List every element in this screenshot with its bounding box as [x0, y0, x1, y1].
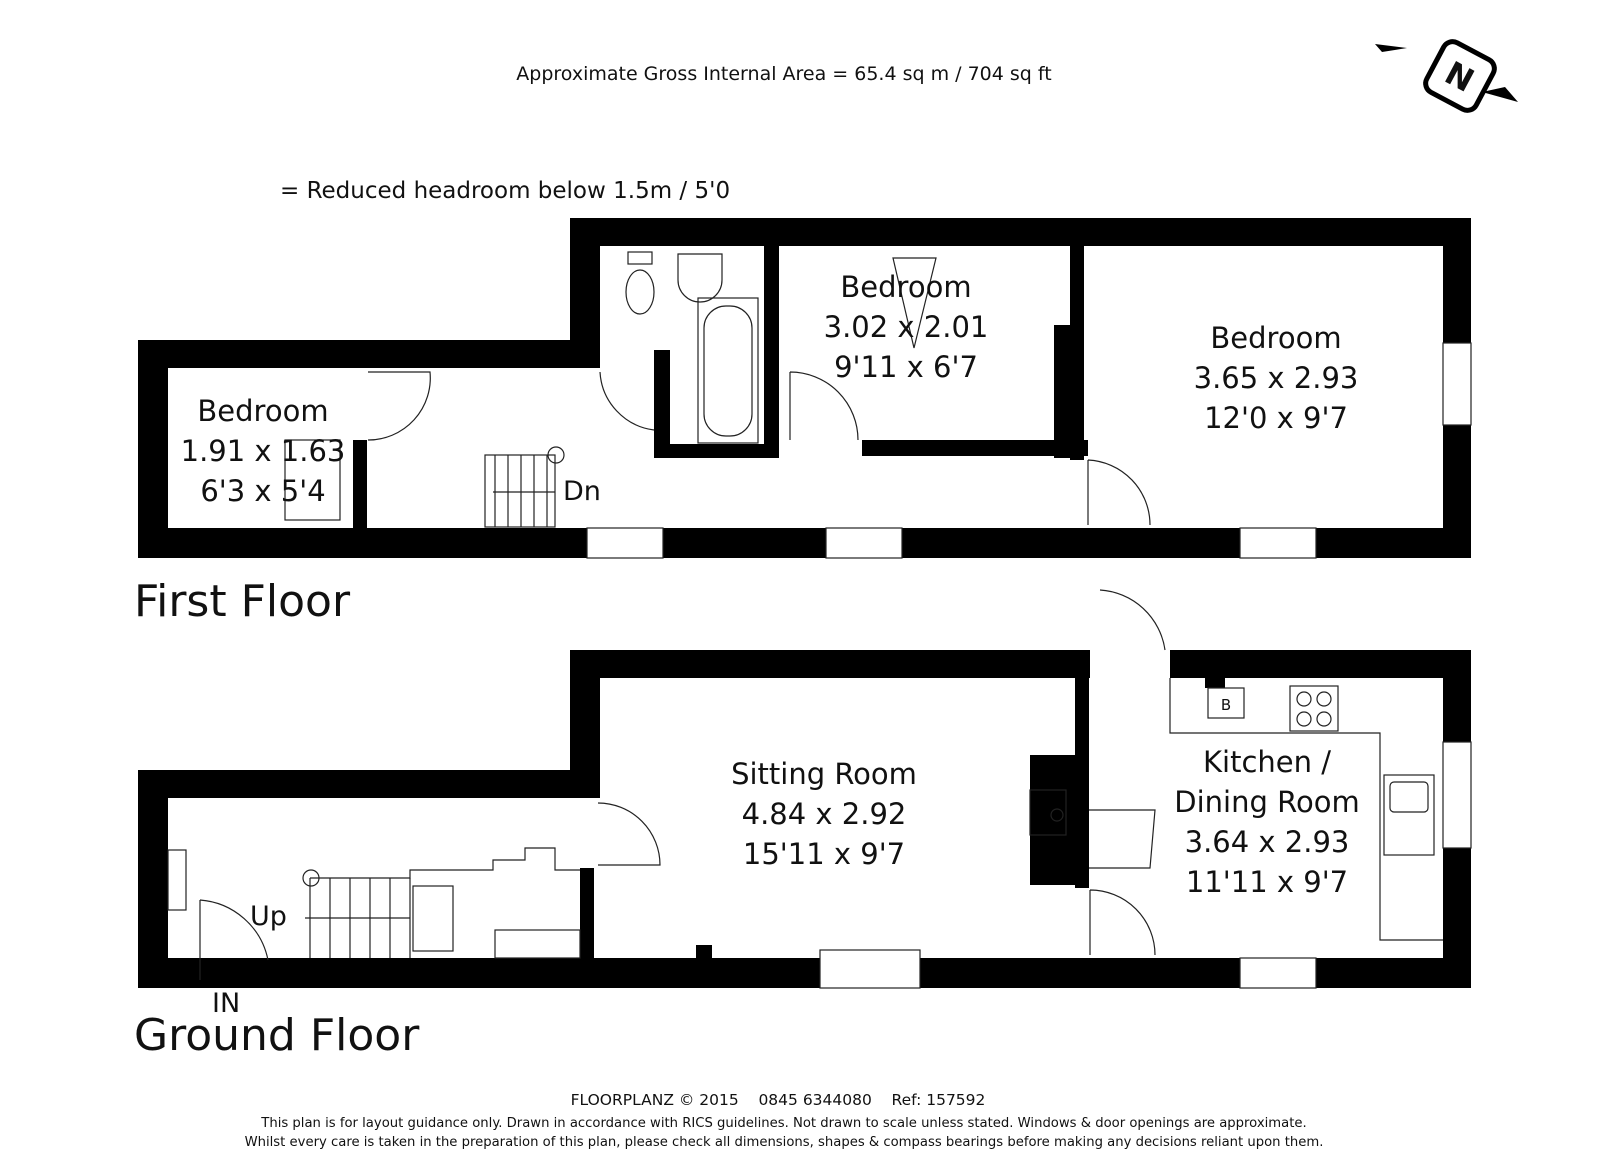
- room-name-line1: Kitchen /: [1203, 745, 1331, 779]
- first-floor-title: First Floor: [134, 576, 351, 627]
- room-name: Bedroom: [840, 270, 972, 304]
- wall: [654, 350, 670, 458]
- stairs-down-label: Dn: [563, 476, 601, 507]
- wall: [654, 444, 779, 458]
- wall: [1170, 650, 1471, 678]
- wall: [1205, 678, 1225, 688]
- room-label-bedroom-large: [1194, 321, 1359, 435]
- room-name: Sitting Room: [731, 757, 917, 791]
- wall: [353, 440, 367, 530]
- room-imperial: 11'11 x 9'7: [1185, 865, 1349, 899]
- hob-icon: [1290, 686, 1338, 731]
- footer-disclaimer-2: Whilst every care is taken in the preparation of this plan, please check all dimensions, shapes & compass bearings before making any decisions reliant upon them.: [244, 1135, 1324, 1150]
- ground-floor-title: Ground Floor: [134, 1010, 420, 1061]
- wall: [138, 340, 593, 368]
- wall: [764, 246, 779, 458]
- room-metric: 3.02 x 2.01: [823, 310, 989, 344]
- room-metric: 1.91 x 1.63: [180, 434, 346, 468]
- stairs-up-label: Up: [250, 901, 287, 932]
- room-label-sitting-room: [731, 757, 917, 871]
- kitchen-cupboard: [1089, 810, 1155, 868]
- headroom-legend: = Reduced headroom below 1.5m / 5'0: [280, 178, 731, 204]
- room-name-line2: Dining Room: [1174, 785, 1360, 819]
- window: [820, 950, 920, 988]
- compass-letter: N: [1438, 53, 1481, 100]
- wall: [696, 945, 712, 960]
- sink-icon: [1384, 775, 1434, 855]
- window: [1443, 343, 1471, 425]
- bath-icon: [698, 298, 758, 443]
- bath-inner: [704, 306, 752, 436]
- room-imperial: 9'11 x 6'7: [834, 350, 978, 384]
- toilet-icon: [626, 270, 654, 314]
- stairs-up: [303, 848, 580, 958]
- door-swing: [368, 372, 430, 440]
- window: [1443, 742, 1471, 848]
- stairs-down: [485, 447, 564, 527]
- door-swing: [1100, 590, 1165, 650]
- door-swing: [600, 372, 654, 430]
- wall: [580, 868, 594, 960]
- wall: [138, 770, 598, 798]
- room-imperial: 12'0 x 9'7: [1204, 401, 1348, 435]
- footer-credit: FLOORPLANZ © 2015 0845 6344080 Ref: 157592: [570, 1091, 986, 1109]
- footer-disclaimer-1: This plan is for layout guidance only. Drawn in accordance with RICS guidelines. Not drawn to scale unless stated. Windows & door openings are approximate.: [261, 1116, 1307, 1131]
- toilet-cistern: [628, 252, 652, 264]
- room-label-bedroom-middle: [824, 270, 989, 384]
- gross-area-text: Approximate Gross Internal Area = 65.4 sq m / 704 sq ft: [516, 63, 1052, 85]
- room-imperial: 6'3 x 5'4: [200, 474, 326, 508]
- wall: [1075, 678, 1089, 888]
- boiler-label: B: [1220, 696, 1232, 714]
- entrance-label: IN: [212, 988, 241, 1019]
- room-metric: 3.65 x 2.93: [1193, 361, 1359, 395]
- wall: [138, 770, 168, 988]
- wall: [1070, 246, 1084, 458]
- door-swing: [1088, 460, 1150, 525]
- door-swing: [598, 803, 660, 865]
- window: [587, 528, 663, 558]
- room-metric: 4.84 x 2.92: [741, 797, 907, 831]
- room-name: Bedroom: [197, 394, 329, 428]
- wall: [138, 340, 168, 558]
- first-floor-plan: [138, 218, 1471, 558]
- wall: [570, 218, 1470, 246]
- window: [1240, 528, 1316, 558]
- window: [168, 850, 186, 910]
- room-metric: 3.64 x 2.93: [1184, 825, 1350, 859]
- door-swing: [1090, 890, 1155, 955]
- room-label-bedroom-small: [181, 394, 346, 508]
- window: [826, 528, 902, 558]
- wall: [570, 650, 1090, 678]
- compass-north-icon: [1375, 38, 1518, 114]
- wall: [1030, 755, 1075, 885]
- window: [1240, 958, 1316, 988]
- wall: [1070, 440, 1084, 460]
- room-imperial: 15'11 x 9'7: [742, 837, 906, 871]
- ground-floor-plan: [138, 590, 1471, 1019]
- room-name: Bedroom: [1210, 321, 1342, 355]
- basin-icon: [678, 254, 722, 302]
- room-label-kitchen-dining: [1174, 745, 1359, 899]
